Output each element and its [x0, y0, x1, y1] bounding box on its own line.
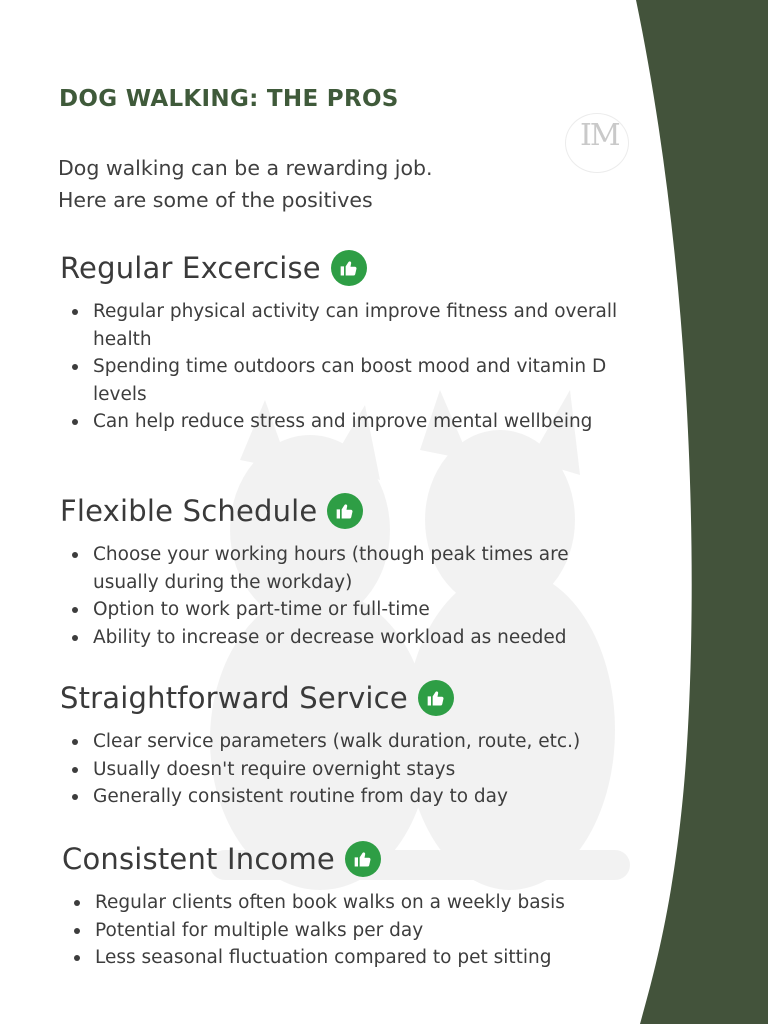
section-regular-exercise: [60, 250, 620, 436]
section-straightforward-service: [60, 680, 620, 811]
list-item: Usually doesn't require overnight stays: [60, 756, 620, 784]
intro-text: Dog walking can be a rewarding job. Here are some of the positives: [58, 156, 433, 212]
list-item: Option to work part-time or full-time: [60, 596, 620, 624]
page-title: DOG WALKING: THE PROS: [59, 86, 399, 112]
list-item: Choose your working hours (though peak times are usually during the workday): [60, 541, 620, 596]
section-heading: Flexible Schedule: [60, 494, 318, 528]
section-flexible-schedule: [60, 493, 620, 651]
list-item: Clear service parameters (walk duration, route, etc.): [60, 728, 620, 756]
list-item: Regular clients often book walks on a weekly basis: [62, 889, 622, 917]
list-item: Regular physical activity can improve fitness and overall health: [60, 298, 620, 353]
section-heading: Consistent Income: [62, 842, 335, 876]
list-item: Ability to increase or decrease workload as needed: [60, 624, 620, 652]
thumbs-up-icon: [331, 250, 367, 286]
thumbs-up-icon: [345, 841, 381, 877]
logo-monogram: IM: [580, 118, 619, 153]
list-item: Generally consistent routine from day to day: [60, 783, 620, 811]
section-consistent-income: [62, 841, 622, 972]
thumbs-up-icon: [327, 493, 363, 529]
thumbs-up-icon: [418, 680, 454, 716]
section-heading: Straightforward Service: [60, 681, 408, 715]
list-item: Can help reduce stress and improve mental wellbeing: [60, 408, 620, 436]
section-heading: Regular Excercise: [60, 251, 321, 285]
bullet-list: [60, 541, 620, 651]
list-item: Less seasonal fluctuation compared to pet sitting: [62, 944, 622, 972]
bullet-list: [60, 728, 620, 811]
list-item: Spending time outdoors can boost mood and vitamin D levels: [60, 353, 620, 408]
bullet-list: [62, 889, 622, 972]
list-item: Potential for multiple walks per day: [62, 917, 622, 945]
bullet-list: [60, 298, 620, 436]
